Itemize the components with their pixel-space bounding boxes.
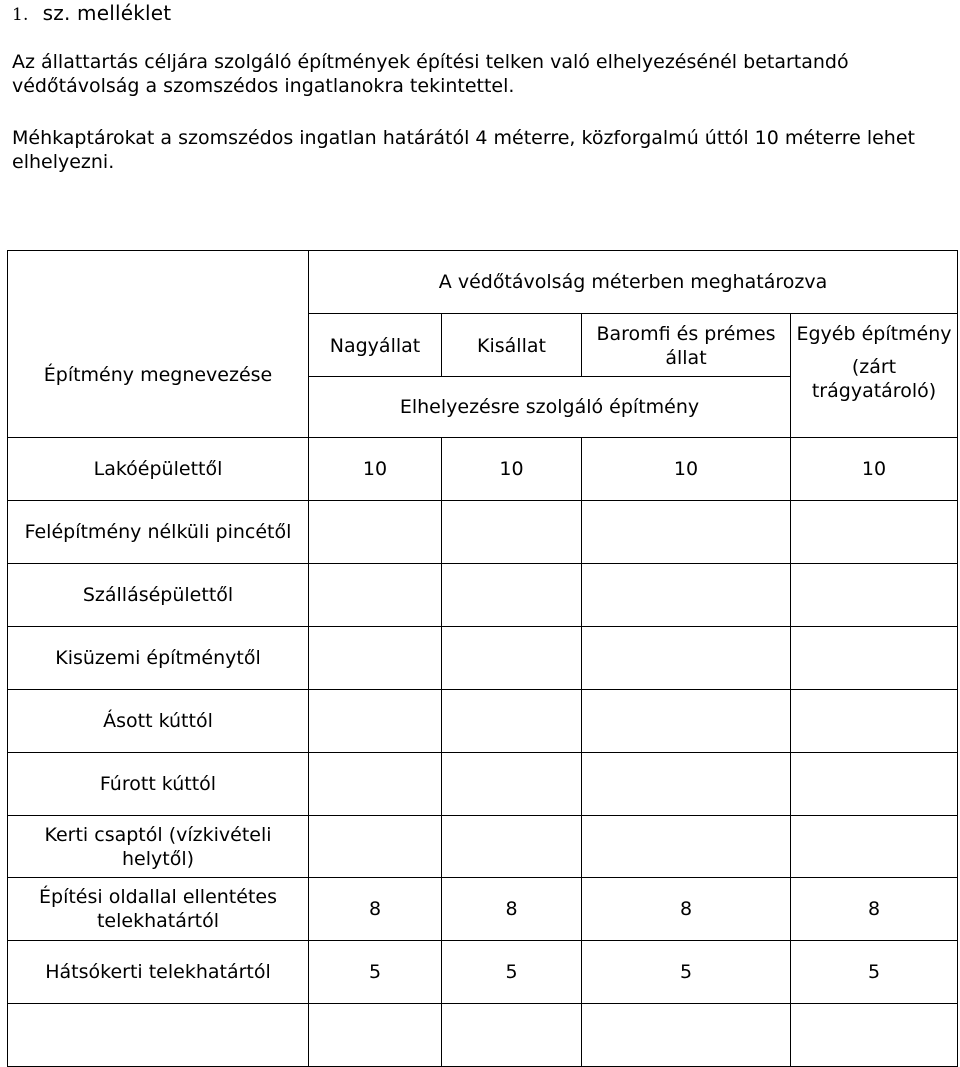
cell-value: [442, 690, 582, 753]
cell-value: [582, 564, 791, 627]
placement-header: Elhelyezésre szolgáló építmény: [309, 377, 791, 438]
cell-value: 10: [791, 438, 958, 501]
cell-value: 10: [442, 438, 582, 501]
cell-value: 10: [582, 438, 791, 501]
cell-value: [582, 501, 791, 564]
table-row: [8, 438, 958, 501]
heading-number: 1.: [12, 5, 29, 25]
intro-paragraph: Az állattartás céljára szolgáló építmények építési telken való elhelyezésénél betartandó védőtávolság a szomszédos ingatlanokra tekintettel.: [12, 51, 849, 97]
row-label: Hátsókerti telekhatártól: [8, 941, 309, 1004]
cell-value: 8: [582, 878, 791, 941]
row-label: Ásott kúttól: [8, 690, 309, 753]
cell-value: 8: [442, 878, 582, 941]
cell-value: [442, 627, 582, 690]
cell-value: 5: [309, 941, 442, 1004]
column-header-poultry: Baromfi és prémes állat: [582, 314, 791, 377]
cell-value: [442, 564, 582, 627]
column-header-small-animal: Kisállat: [442, 314, 582, 377]
column-header-other-label: Egyéb építmény: [796, 323, 952, 345]
cell-value: 8: [309, 878, 442, 941]
cell-value: [442, 501, 582, 564]
table-top-header: A védőtávolság méterben meghatározva: [309, 251, 958, 314]
table-row: [8, 690, 958, 753]
cell-value: 8: [791, 878, 958, 941]
cell-value: [582, 816, 791, 878]
cell-value: [791, 690, 958, 753]
cell-value: 5: [791, 941, 958, 1004]
column-header-other-note: (zárt trágyatároló): [811, 356, 937, 402]
row-label: Kerti csaptól (vízkivételi helytől): [8, 816, 309, 878]
document-heading: [12, 1, 171, 25]
table-row: [8, 878, 958, 941]
cell-value: 10: [309, 438, 442, 501]
row-label: Felépítmény nélküli pincétől: [8, 501, 309, 564]
cell-value: [791, 501, 958, 564]
table-row: [8, 753, 958, 816]
row-label: Lakóépülettől: [8, 438, 309, 501]
row-label: Építési oldallal ellentétes telekhatártól: [8, 878, 309, 941]
table-row: [8, 816, 958, 878]
table-row: [8, 1004, 958, 1067]
cell-value: 5: [442, 941, 582, 1004]
cell-value: [791, 1004, 958, 1067]
row-label: Fúrott kúttól: [8, 753, 309, 816]
heading-title: sz. melléklet: [42, 1, 172, 25]
row-header-label: Építmény megnevezése: [8, 314, 309, 438]
distance-table: [7, 250, 958, 1067]
cell-value: [791, 816, 958, 878]
cell-value: [582, 690, 791, 753]
cell-value: [442, 1004, 582, 1067]
cell-value: [791, 564, 958, 627]
row-label: [8, 1004, 309, 1067]
row-label: Szállásépülettől: [8, 564, 309, 627]
cell-value: 5: [582, 941, 791, 1004]
cell-value: [309, 753, 442, 816]
table-row: [8, 564, 958, 627]
cell-value: [442, 816, 582, 878]
cell-value: [309, 1004, 442, 1067]
cell-value: [582, 627, 791, 690]
cell-value: [791, 627, 958, 690]
table-column-header-row: [8, 314, 958, 377]
beehive-paragraph: Méhkaptárokat a szomszédos ingatlan határától 4 méterre, közforgalmú úttól 10 méterre lehet elhelyezni.: [12, 127, 915, 173]
table-row: [8, 627, 958, 690]
cell-value: [791, 753, 958, 816]
cell-value: [582, 753, 791, 816]
row-label: Kisüzemi építménytől: [8, 627, 309, 690]
column-header-other: [791, 314, 958, 438]
cell-value: [309, 816, 442, 878]
cell-value: [442, 753, 582, 816]
cell-value: [309, 627, 442, 690]
column-header-large-animal: Nagyállat: [309, 314, 442, 377]
cell-value: [309, 501, 442, 564]
cell-value: [582, 1004, 791, 1067]
table-header-row: [8, 251, 958, 314]
header-empty-cell: [8, 251, 309, 314]
table-row: [8, 501, 958, 564]
cell-value: [309, 564, 442, 627]
cell-value: [309, 690, 442, 753]
table-row: [8, 941, 958, 1004]
